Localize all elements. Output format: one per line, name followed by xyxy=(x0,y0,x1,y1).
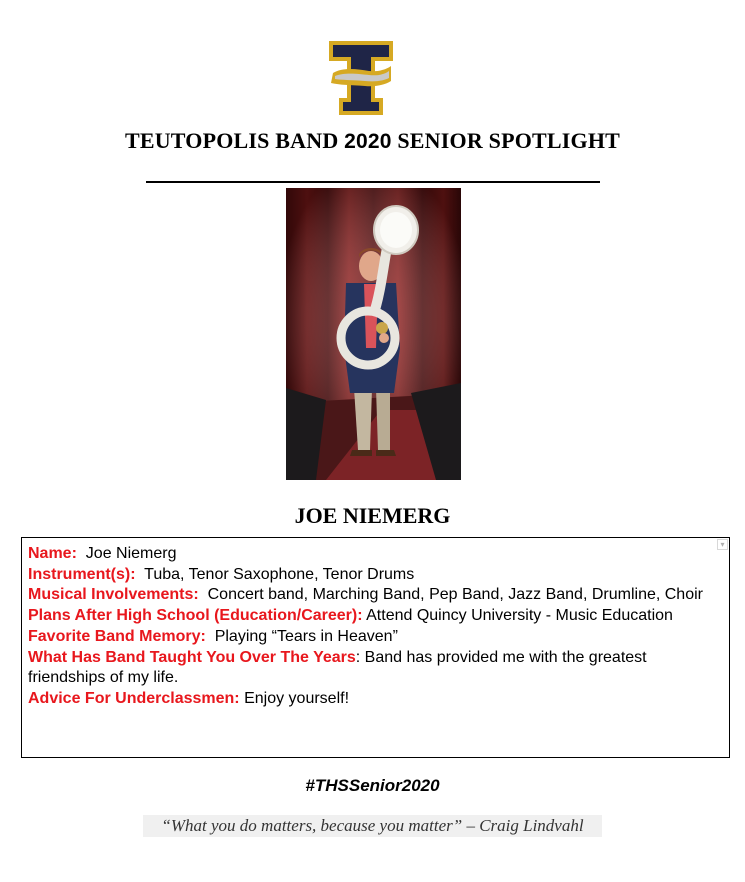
profile-row xyxy=(28,689,721,710)
profile-row xyxy=(28,627,721,648)
title-suffix: SENIOR SPOTLIGHT xyxy=(397,128,621,153)
title-year: 2020 xyxy=(344,130,392,153)
profile-label: Name: xyxy=(28,545,77,562)
profile-row xyxy=(28,648,721,689)
chevron-down-icon[interactable]: ▾ xyxy=(717,539,728,550)
senior-portrait-with-sousaphone xyxy=(286,188,461,480)
profile-value: Joe Niemerg xyxy=(85,545,177,562)
profile-box xyxy=(21,537,730,758)
senior-name-heading: JOE NIEMERG xyxy=(294,503,451,528)
profile-list xyxy=(28,544,721,710)
senior-photo xyxy=(286,188,461,480)
closing-quote: “What you do matters, because you matter” – Craig Lindvahl xyxy=(143,815,602,837)
school-t-logo-icon xyxy=(329,41,393,115)
profile-row xyxy=(28,585,721,606)
profile-label: What Has Band Taught You Over The Years xyxy=(28,648,356,666)
title-prefix: TEUTOPOLIS BAND xyxy=(124,128,339,153)
hashtag: #THSSenior2020 xyxy=(305,776,440,795)
profile-value: Enjoy yourself! xyxy=(244,689,350,707)
profile-label: Instrument(s): xyxy=(28,565,136,583)
profile-label: Advice For Underclassmen: xyxy=(28,689,240,707)
profile-row xyxy=(28,544,721,565)
profile-row xyxy=(28,606,721,627)
profile-label: Musical Involvements: xyxy=(28,586,199,604)
profile-label: Plans After High School (Education/Career): xyxy=(28,607,363,625)
profile-value: Attend Quincy University - Music Education xyxy=(366,607,673,625)
profile-value: Playing “Tears in Heaven” xyxy=(214,627,398,645)
profile-label: Favorite Band Memory: xyxy=(28,627,206,645)
profile-value: Concert band, Marching Band, Pep Band, Jazz Band, Drumline, Choir xyxy=(207,586,703,604)
profile-row xyxy=(28,565,721,586)
profile-value: Tuba, Tenor Saxophone, Tenor Drums xyxy=(144,565,415,583)
school-logo xyxy=(329,41,393,115)
page-title xyxy=(0,128,745,154)
profile-value: : Band has provided me with the greatest friendships of my life. xyxy=(28,648,647,687)
title-divider xyxy=(146,181,600,183)
